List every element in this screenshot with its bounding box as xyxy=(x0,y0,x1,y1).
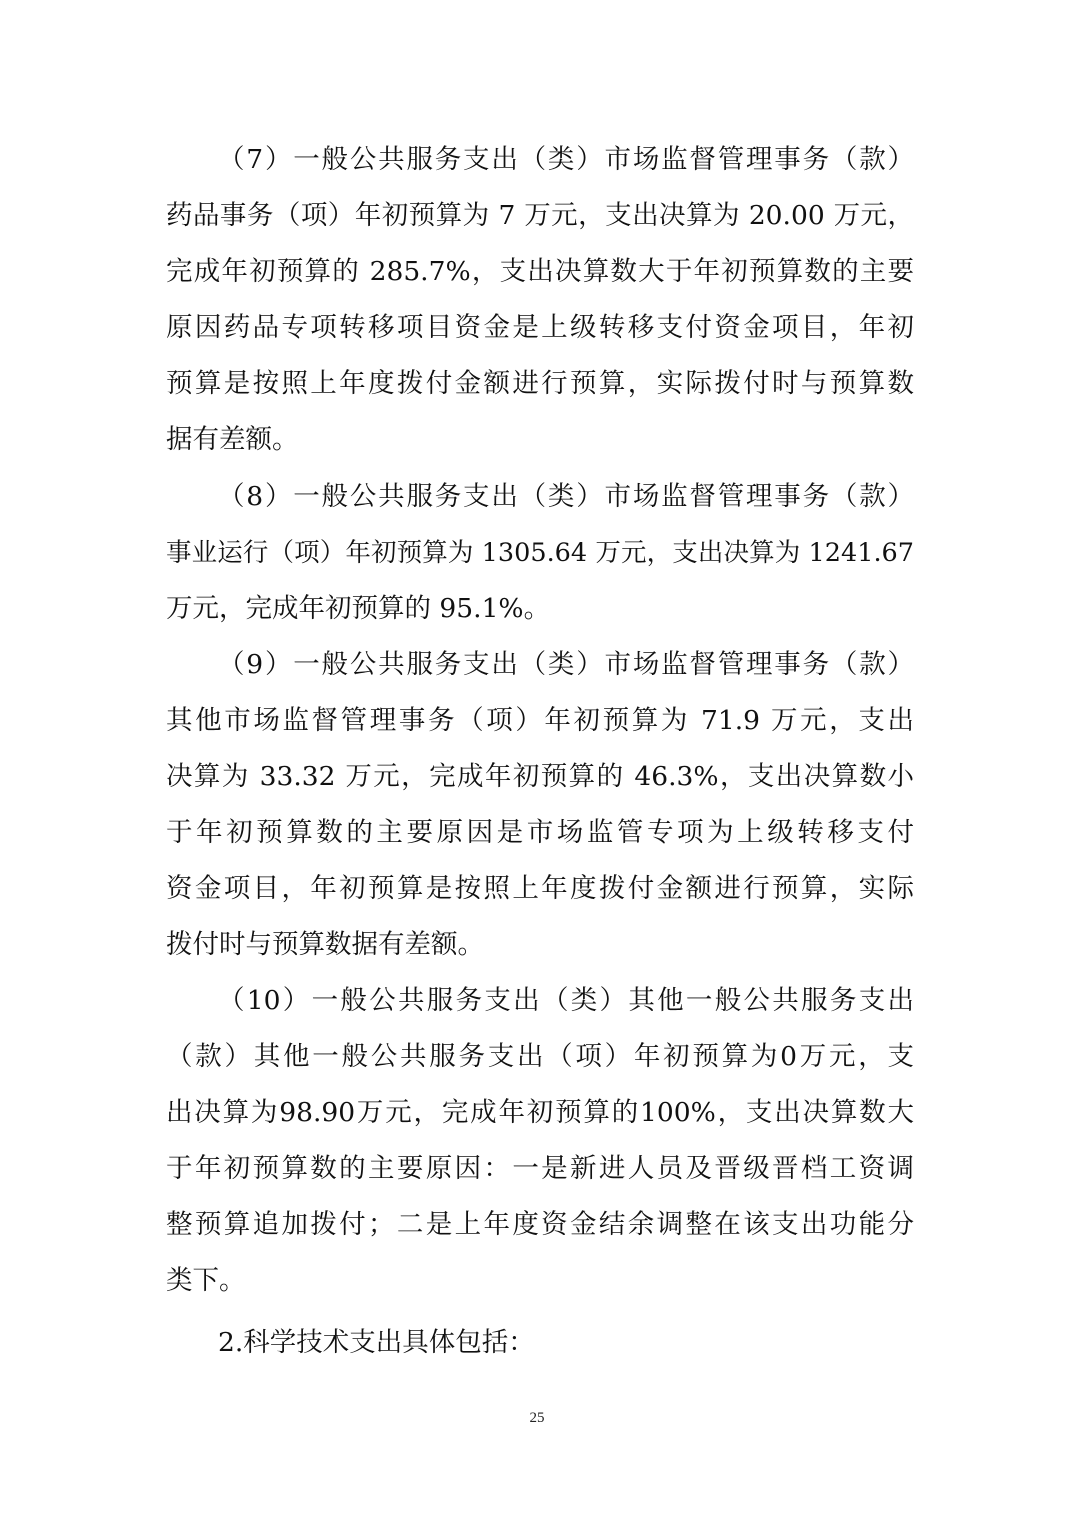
paragraph-7-line-3: 完成年初预算的 285.7%，支出决算数大于年初预算数的主要 xyxy=(166,256,914,287)
paragraph-9-line-1: （9）一般公共服务支出（类）市场监督管理事务（款） xyxy=(218,649,914,680)
paragraph-9-line-2: 其他市场监督管理事务（项）年初预算为 71.9 万元，支出 xyxy=(166,705,914,736)
paragraph-7-line-6: 据有差额。 xyxy=(166,424,299,455)
section-heading-science-tech: 2.科学技术支出具体包括： xyxy=(218,1327,535,1358)
paragraph-10-line-3: 出决算为98.90万元，完成年初预算的100%，支出决算数大 xyxy=(166,1097,914,1128)
paragraph-8-line-1: （8）一般公共服务支出（类）市场监督管理事务（款） xyxy=(218,481,914,512)
paragraph-9-line-5: 资金项目，年初预算是按照上年度拨付金额进行预算，实际 xyxy=(166,873,914,904)
paragraph-9-line-3: 决算为 33.32 万元，完成年初预算的 46.3%，支出决算数小 xyxy=(166,761,914,792)
paragraph-10-line-5: 整预算追加拨付；二是上年度资金结余调整在该支出功能分 xyxy=(166,1209,914,1240)
paragraph-9-line-6: 拨付时与预算数据有差额。 xyxy=(166,929,484,960)
paragraph-10-line-6: 类下。 xyxy=(166,1265,246,1296)
paragraph-8-line-2: 事业运行（项）年初预算为 1305.64 万元，支出决算为 1241.67 xyxy=(166,538,914,568)
paragraph-9-line-4: 于年初预算数的主要原因是市场监管专项为上级转移支付 xyxy=(166,817,914,848)
paragraph-10-line-2: （款）其他一般公共服务支出（项）年初预算为0万元，支 xyxy=(166,1041,914,1072)
paragraph-7-line-4: 原因药品专项转移项目资金是上级转移支付资金项目，年初 xyxy=(166,312,914,343)
paragraph-10-line-1: （10）一般公共服务支出（类）其他一般公共服务支出 xyxy=(218,985,914,1016)
paragraph-10-line-4: 于年初预算数的主要原因：一是新进人员及晋级晋档工资调 xyxy=(166,1153,914,1184)
paragraph-7-line-5: 预算是按照上年度拨付金额进行预算，实际拨付时与预算数 xyxy=(166,368,914,399)
paragraph-7-line-2: 药品事务（项）年初预算为 7 万元，支出决算为 20.00 万元， xyxy=(166,200,914,231)
paragraph-8-line-3: 万元，完成年初预算的 95.1%。 xyxy=(166,593,551,624)
paragraph-7-line-1: （7）一般公共服务支出（类）市场监督管理事务（款） xyxy=(218,144,914,175)
page-number: 25 xyxy=(529,1410,545,1426)
